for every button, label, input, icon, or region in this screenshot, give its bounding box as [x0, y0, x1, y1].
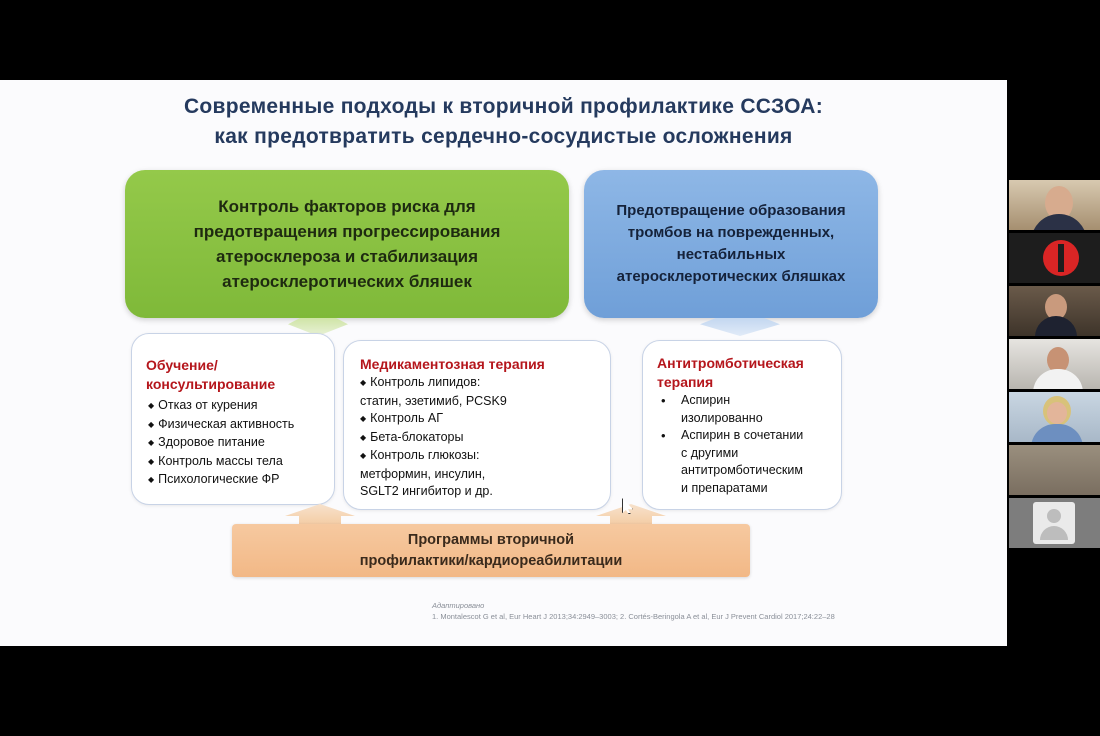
- list-item: • Аспирин в сочетании с другими антитромботическим и препаратами: [657, 427, 803, 497]
- list-item: ◆ Контроль липидов: статин, эзетимиб, PCSK9: [360, 374, 507, 410]
- drug-therapy-list: [360, 374, 507, 501]
- slide-title: [0, 92, 1007, 152]
- rehabilitation-programs-text: Программы вторичной профилактики/кардиореабилитации: [359, 531, 623, 569]
- list-item: ◆ Физическая активность: [148, 416, 294, 435]
- participant-shoulders: [1033, 369, 1083, 389]
- drug-therapy-card-heading: Медикаментозная терапия: [360, 356, 545, 372]
- list-item: ◆ Контроль глюкозы: метформин, инсулин, SGLT2 ингибитор и др.: [360, 447, 507, 501]
- list-item: ◆ Психологические ФР: [148, 471, 294, 490]
- organization-logo-icon: [1043, 240, 1079, 276]
- antithrombotic-card-heading: Антитромботическая терапия: [657, 355, 804, 390]
- risk-factor-control-box: [125, 170, 569, 318]
- list-item: ◆ Контроль массы тела: [148, 453, 294, 472]
- list-item: ◆ Здоровое питание: [148, 434, 294, 453]
- thrombus-prevention-text: Предотвращение образования тромбов на поврежденных, нестабильных атеросклеротических бляшках: [616, 202, 846, 285]
- participant-video-strip: [1009, 180, 1100, 551]
- participant-video-5[interactable]: [1009, 392, 1100, 442]
- antithrombotic-list: [657, 392, 803, 497]
- antithrombotic-card: [642, 340, 842, 510]
- rehabilitation-programs-box: [232, 524, 750, 577]
- default-avatar-icon: [1033, 502, 1075, 544]
- participant-shoulders: [1031, 424, 1083, 442]
- participant-video-3[interactable]: [1009, 286, 1100, 336]
- slide-title-line-1: Современные подходы к вторичной профилактике ССЗОА:: [183, 95, 824, 118]
- participant-video-6[interactable]: [1009, 445, 1100, 495]
- list-item: ◆ Бета-блокаторы: [360, 429, 507, 448]
- thrombus-prevention-box: [584, 170, 878, 318]
- participant-shoulders: [1035, 316, 1077, 336]
- orange-up-arrow-left: [285, 504, 355, 524]
- slide-title-line-2: как предотвратить сердечно-сосудистые осложнения: [214, 125, 793, 148]
- education-card: [131, 333, 335, 505]
- list-item: ◆ Контроль АГ: [360, 410, 507, 429]
- risk-factor-control-text: Контроль факторов риска для предотвращения прогрессирования атеросклероза и стабилизация атеросклеротических бляшек: [193, 197, 501, 291]
- list-item: • Аспирин изолированно: [657, 392, 803, 427]
- participant-video-4[interactable]: [1009, 339, 1100, 389]
- participant-face: [1047, 402, 1067, 424]
- education-card-heading: Обучение/ консультирование: [146, 357, 276, 392]
- education-list: [148, 397, 294, 490]
- presentation-slide: [0, 80, 1007, 646]
- reference: [432, 600, 835, 622]
- participant-video-2[interactable]: [1009, 233, 1100, 283]
- participant-shoulders: [1031, 214, 1087, 230]
- blue-down-arrow: [700, 318, 780, 336]
- reference-text: 1. Montalescot G et al, Eur Heart J 2013;34:2949–3003; 2. Cortés-Beringola A et al, Eur J Prevent Cardiol 2017;24:22–28: [432, 612, 835, 621]
- participant-video-7[interactable]: [1009, 498, 1100, 548]
- drug-therapy-card: [343, 340, 611, 510]
- reference-label: Адаптировано: [432, 601, 485, 610]
- list-item: ◆ Отказ от курения: [148, 397, 294, 416]
- participant-video-1[interactable]: [1009, 180, 1100, 230]
